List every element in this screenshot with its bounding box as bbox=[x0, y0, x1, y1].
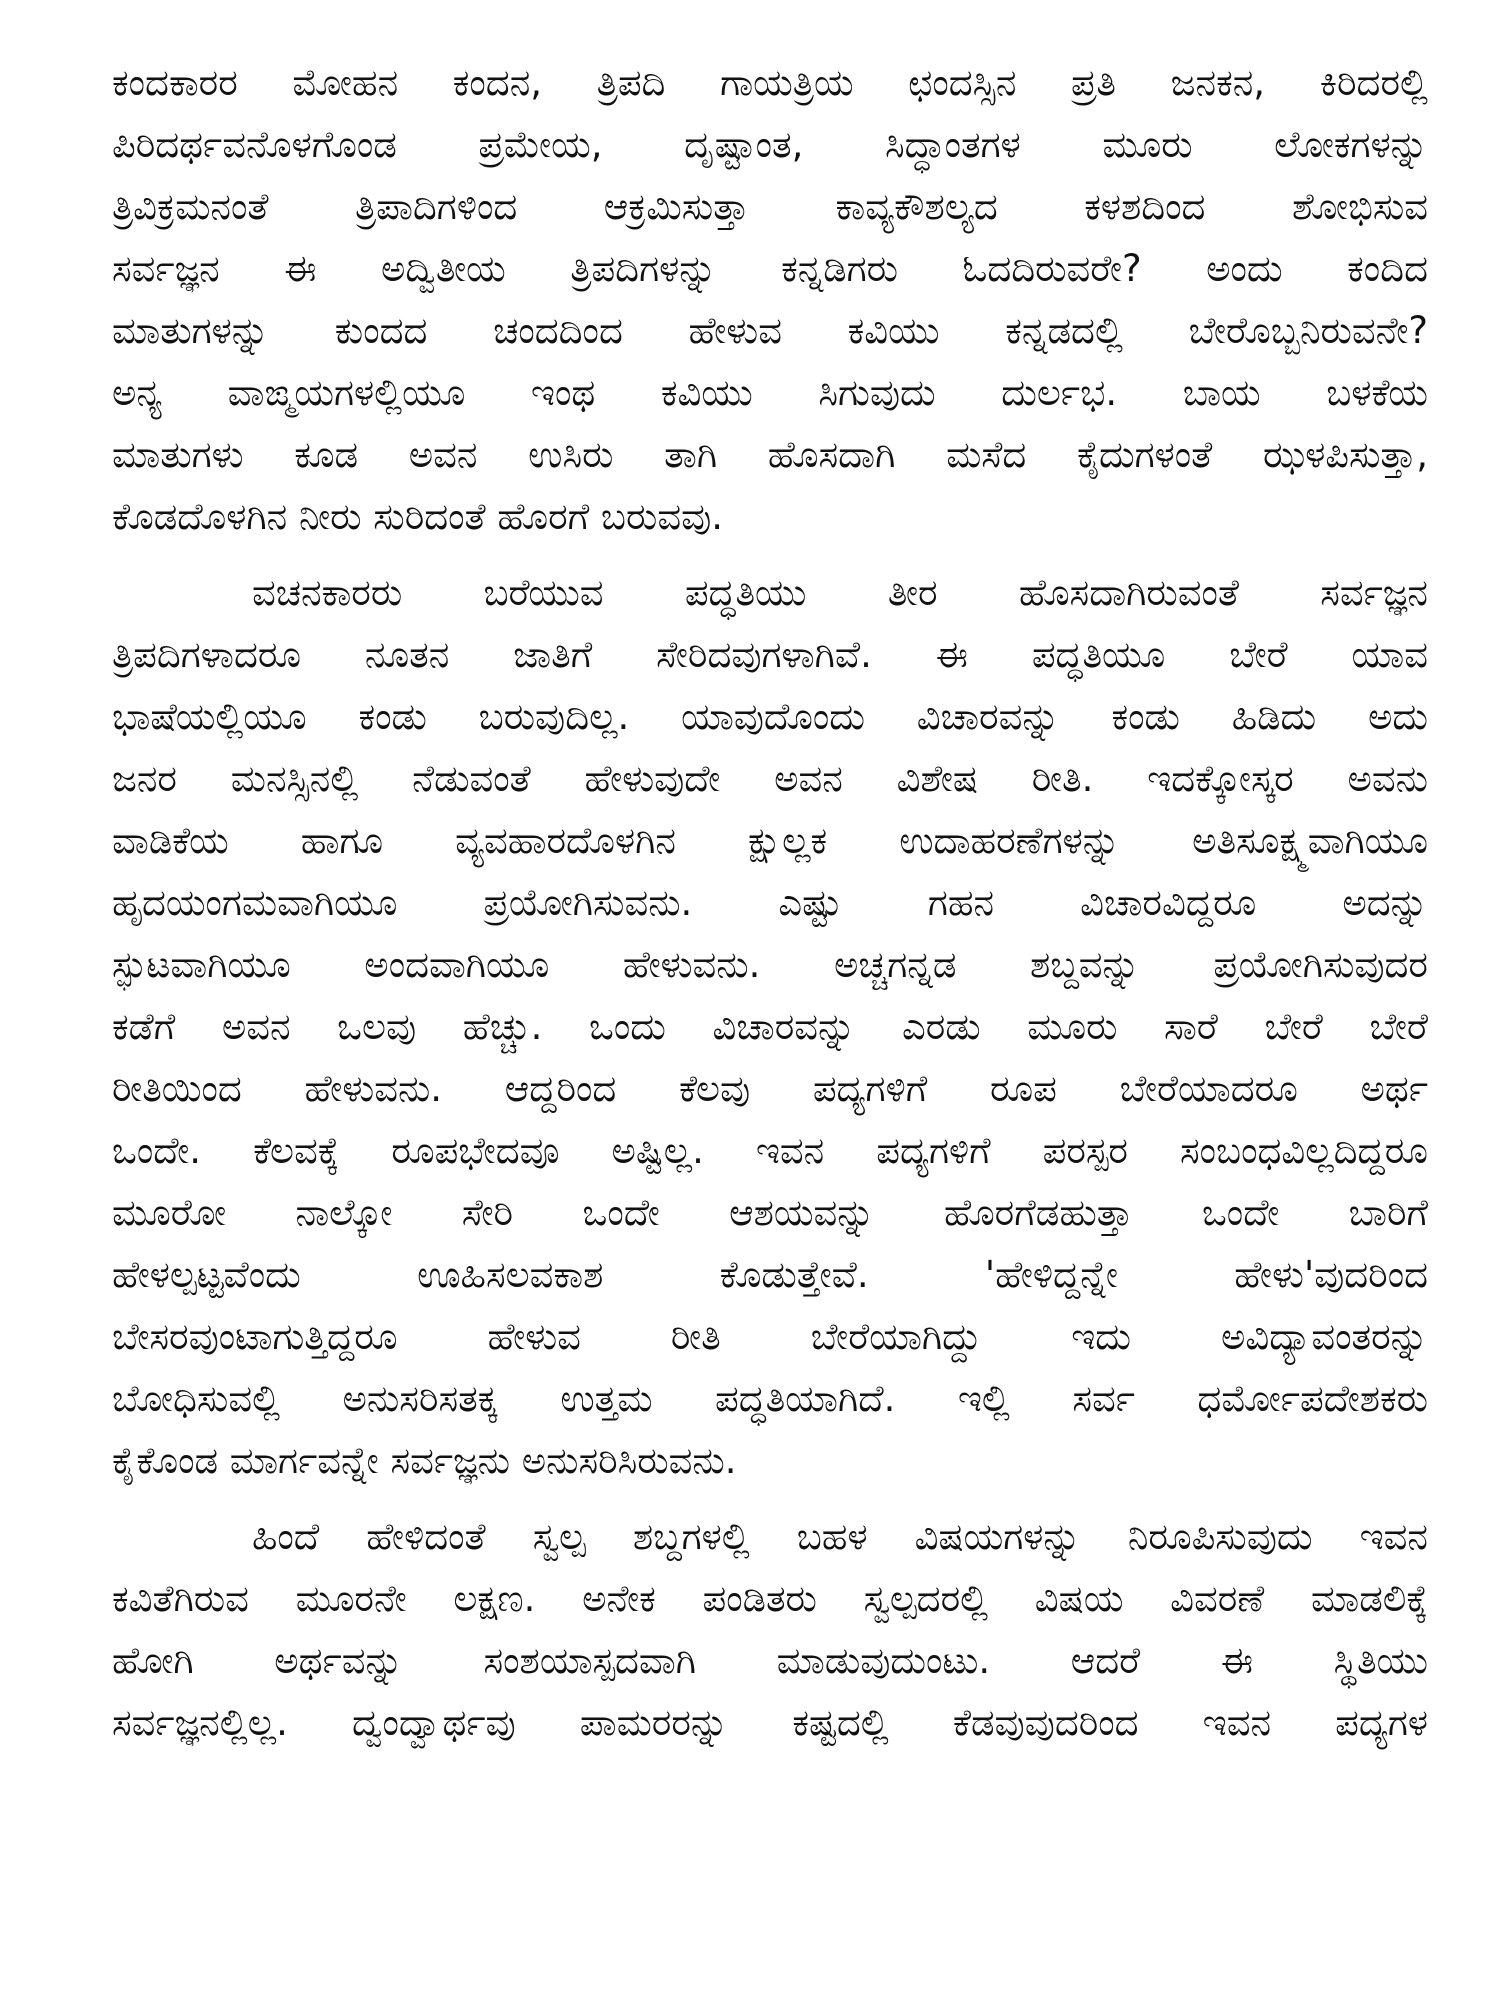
text-line: ಕಡೆಗೆ ಅವನ ಒಲವು ಹೆಚ್ಚು. ಒಂದು ವಿಚಾರವನ್ನು ಎರಡು ಮೂರು ಸಾರೆ ಬೇರೆ ಬೇರೆ bbox=[112, 1005, 1428, 1048]
text-line: ಹೋಗಿ ಅರ್ಥವನ್ನು ಸಂಶಯಾಸ್ಪದವಾಗಿ ಮಾಡುವುದುಂಟು. ಆದರೆ ಈ ಸ್ಥಿತಿಯು bbox=[112, 1639, 1428, 1682]
text-line: ಕೈಕೊಂಡ ಮಾರ್ಗವನ್ನೇ ಸರ್ವಜ್ಞನು ಅನುಸರಿಸಿರುವನು. bbox=[112, 1439, 737, 1482]
paragraph-2 bbox=[112, 562, 1428, 1492]
text-line: ಮಾತುಗಳನ್ನು ಕುಂದದ ಚಂದದಿಂದ ಹೇಳುವ ಕವಿಯು ಕನ್ನಡದಲ್ಲಿ ಬೇರೊಬ್ಬನಿರುವನೇ? bbox=[112, 309, 1428, 352]
text-line: ಸರ್ವಜ್ಞನಲ್ಲಿಲ್ಲ. ದ್ವಂದ್ವಾರ್ಥವು ಪಾಮರರನ್ನು ಕಷ್ಟದಲ್ಲಿ ಕೆಡವುವುದರಿಂದ ಇವನ ಪದ್ಯಗಳ bbox=[112, 1701, 1428, 1744]
text-line: ತ್ರಿವಿಕ್ರಮನಂತೆ ತ್ರಿಪಾದಿಗಳಿಂದ ಆಕ್ರಮಿಸುತ್ತಾ ಕಾವ್ಯಕೌಶಲ್ಯದ ಕಳಶದಿಂದ ಶೋಭಿಸುವ bbox=[112, 185, 1428, 228]
text-line: ಅನ್ಯ ವಾಙ್ಮಯಗಳಲ್ಲಿಯೂ ಇಂಥ ಕವಿಯು ಸಿಗುವುದು ದುರ್ಲಭ. ಬಾಯ ಬಳಕೆಯ bbox=[112, 371, 1428, 414]
text-line: ಸರ್ವಜ್ಞನ ಈ ಅದ್ವಿತೀಯ ತ್ರಿಪದಿಗಳನ್ನು ಕನ್ನಡಿಗರು ಓದದಿರುವರೇ? ಅಂದು ಕಂದಿದ bbox=[112, 247, 1428, 290]
text-line: ಕಂದಕಾರರ ಮೋಹನ ಕಂದನ, ತ್ರಿಪದಿ ಗಾಯತ್ರಿಯ ಛಂದಸ್ಸಿನ ಪ್ರತಿ ಜನಕನ, ಕಿರಿದರಲ್ಲಿ bbox=[112, 61, 1428, 104]
text-line: ಮೂರೋ ನಾಲ್ಕೋ ಸೇರಿ ಒಂದೇ ಆಶಯವನ್ನು ಹೊರಗೆಡಹುತ್ತಾ ಒಂದೇ ಬಾರಿಗೆ bbox=[112, 1191, 1428, 1234]
text-line: ಹೇಳಲ್ಪಟ್ಟವೆಂದು ಊಹಿಸಲವಕಾಶ ಕೊಡುತ್ತೇವೆ. 'ಹೇಳಿದ್ದನ್ನೇ ಹೇಳು'ವುದರಿಂದ bbox=[112, 1253, 1428, 1296]
text-line: ಹಿಂದೆ ಹೇಳಿದಂತೆ ಸ್ವಲ್ಪ ಶಬ್ದಗಳಲ್ಲಿ ಬಹಳ ವಿಷಯಗಳನ್ನು ನಿರೂಪಿಸುವುದು ಇವನ bbox=[252, 1515, 1428, 1558]
text-line: ಭಾಷೆಯಲ್ಲಿಯೂ ಕಂಡು ಬರುವುದಿಲ್ಲ. ಯಾವುದೊಂದು ವಿಚಾರವನ್ನು ಕಂಡು ಹಿಡಿದು ಅದು bbox=[112, 695, 1428, 738]
text-line: ರೀತಿಯಿಂದ ಹೇಳುವನು. ಆದ್ದರಿಂದ ಕೆಲವು ಪದ್ಯಗಳಿಗೆ ರೂಪ ಬೇರೆಯಾದರೂ ಅರ್ಥ bbox=[112, 1067, 1428, 1110]
paragraph-3 bbox=[112, 1506, 1428, 1754]
text-line: ಕೊಡದೊಳಗಿನ ನೀರು ಸುರಿದಂತೆ ಹೊರಗೆ ಬರುವವು. bbox=[112, 495, 723, 538]
text-line: ಪಿರಿದರ್ಥವನೊಳಗೊಂಡ ಪ್ರಮೇಯ, ದೃಷ್ಟಾಂತ, ಸಿದ್ಧಾಂತಗಳ ಮೂರು ಲೋಕಗಳನ್ನು bbox=[112, 123, 1428, 166]
text-line: ತ್ರಿಪದಿಗಳಾದರೂ ನೂತನ ಜಾತಿಗೆ ಸೇರಿದವುಗಳಾಗಿವೆ. ಈ ಪದ್ಧತಿಯೂ ಬೇರೆ ಯಾವ bbox=[112, 633, 1428, 676]
text-line: ಸ್ಫುಟವಾಗಿಯೂ ಅಂದವಾಗಿಯೂ ಹೇಳುವನು. ಅಚ್ಚಗನ್ನಡ ಶಬ್ದವನ್ನು ಪ್ರಯೋಗಿಸುವುದರ bbox=[112, 943, 1428, 986]
paragraph-1 bbox=[112, 52, 1428, 548]
text-line: ಮಾತುಗಳು ಕೂಡ ಅವನ ಉಸಿರು ತಾಗಿ ಹೊಸದಾಗಿ ಮಸೆದ ಕೈದುಗಳಂತೆ ಝಳಪಿಸುತ್ತಾ, bbox=[112, 433, 1428, 476]
text-line: ಕವಿತೆಗಿರುವ ಮೂರನೇ ಲಕ್ಷಣ. ಅನೇಕ ಪಂಡಿತರು ಸ್ವಲ್ಪದರಲ್ಲಿ ವಿಷಯ ವಿವರಣೆ ಮಾಡಲಿಕ್ಕೆ bbox=[112, 1577, 1428, 1620]
text-line: ಬೋಧಿಸುವಲ್ಲಿ ಅನುಸರಿಸತಕ್ಕ ಉತ್ತಮ ಪದ್ಧತಿಯಾಗಿದೆ. ಇಲ್ಲಿ ಸರ್ವ ಧರ್ಮೋಪದೇಶಕರು bbox=[112, 1377, 1428, 1420]
text-line: ಹೃದಯಂಗಮವಾಗಿಯೂ ಪ್ರಯೋಗಿಸುವನು. ಎಷ್ಟು ಗಹನ ವಿಚಾರವಿದ್ದರೂ ಅದನ್ನು bbox=[112, 881, 1428, 924]
text-line: ವಾಡಿಕೆಯ ಹಾಗೂ ವ್ಯವಹಾರದೊಳಗಿನ ಕ್ಷುಲ್ಲಕ ಉದಾಹರಣೆಗಳನ್ನು ಅತಿಸೂಕ್ಷ್ಮವಾಗಿಯೂ bbox=[112, 819, 1428, 862]
text-line: ವಚನಕಾರರು ಬರೆಯುವ ಪದ್ಧತಿಯು ತೀರ ಹೊಸದಾಗಿರುವಂತೆ ಸರ್ವಜ್ಞನ bbox=[252, 571, 1428, 614]
text-line: ಬೇಸರವುಂಟಾಗುತ್ತಿದ್ದರೂ ಹೇಳುವ ರೀತಿ ಬೇರೆಯಾಗಿದ್ದು ಇದು ಅವಿದ್ಯಾವಂತರನ್ನು bbox=[112, 1315, 1428, 1358]
text-line: ಜನರ ಮನಸ್ಸಿನಲ್ಲಿ ನೆಡುವಂತೆ ಹೇಳುವುದೇ ಅವನ ವಿಶೇಷ ರೀತಿ. ಇದಕ್ಕೋಸ್ಕರ ಅವನು bbox=[112, 757, 1428, 800]
text-line: ಒಂದೇ. ಕೆಲವಕ್ಕೆ ರೂಪಭೇದವೂ ಅಷ್ಟಿಲ್ಲ. ಇವನ ಪದ್ಯಗಳಿಗೆ ಪರಸ್ಪರ ಸಂಬಂಧವಿಲ್ಲದಿದ್ದರೂ bbox=[112, 1129, 1428, 1172]
